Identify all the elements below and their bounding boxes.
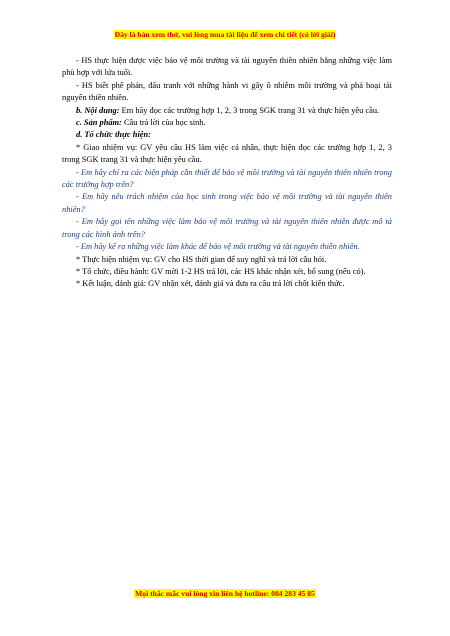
paragraph-organize: * Tổ chức, điều hành: GV mời 1-2 HS trả lời, các HS khác nhận xét, bổ sung (nếu có). <box>76 266 366 276</box>
content-text: Em hãy đọc các trường hợp 1, 2, 3 trong SGK trang 31 và thực hiện yêu cầu. <box>119 105 380 115</box>
hotline-banner <box>0 589 450 598</box>
paragraph-perform-task: * Thực hiện nhiệm vụ: GV cho HS thời gian để suy nghĩ và trả lời câu hỏi. <box>76 254 327 264</box>
paragraph-content <box>62 105 392 117</box>
question-2: - Em hãy nêu trách nhiệm của học sinh trong việc bảo vệ môi trường và tài nguyên thiên nhiên? <box>62 192 392 214</box>
document-body <box>62 55 392 291</box>
organization-heading: d. Tổ chức thực hiện: <box>76 130 151 140</box>
question-4: - Em hãy kể ra những việc làm khác để bảo vệ môi trường và tài nguyên thiên nhiên. <box>76 242 360 252</box>
product-label: c. Sản phẩm: <box>76 118 122 128</box>
paragraph-objective-1: - HS thực hiện được việc bảo vệ môi trường và tài nguyên thiên nhiên bằng những việc làm phù hợp với lứa tuổi. <box>62 56 392 78</box>
paragraph-objective-2: - HS biết phê phán, đấu tranh với những hành vi gây ô nhiễm môi trường và phá hoại tài nguyên thiên nhiên. <box>62 80 392 103</box>
question-1: - Em hãy chỉ ra các biện pháp cần thiết để bảo vệ môi trường và tài nguyên thiên nhiên trong các trường hợp trên? <box>62 167 392 190</box>
product-text: Câu trả lời của học sinh. <box>121 118 206 128</box>
question-3: - Em hãy gọi tên những việc làm bảo vệ môi trường và tài nguyên thiên nhiên được mô tả trong các hình ảnh trên? <box>62 217 392 239</box>
content-label: b. Nội dung: <box>76 105 120 115</box>
hotline-text: Mọi thắc mắc vui lòng xin liên hệ hotline: 084 283 45 85 <box>135 589 315 598</box>
paragraph-product <box>62 117 392 129</box>
paragraph-conclusion: * Kết luận, đánh giá: GV nhận xét, đánh giá và đưa ra câu trả lời chốt kiến thức. <box>76 279 345 289</box>
paragraph-assign-task: * Giao nhiệm vụ: GV yêu cầu HS làm việc cá nhân, thực hiện đọc các trường hợp 1, 2, 3 trong SGK trang 31 và thực hiện yêu cầu. <box>62 142 392 165</box>
preview-notice-banner <box>0 30 450 39</box>
preview-notice-text: Đây là bản xem thử, vui lòng mua tài liệu để xem chi tiết (có lời giải) <box>114 30 336 39</box>
